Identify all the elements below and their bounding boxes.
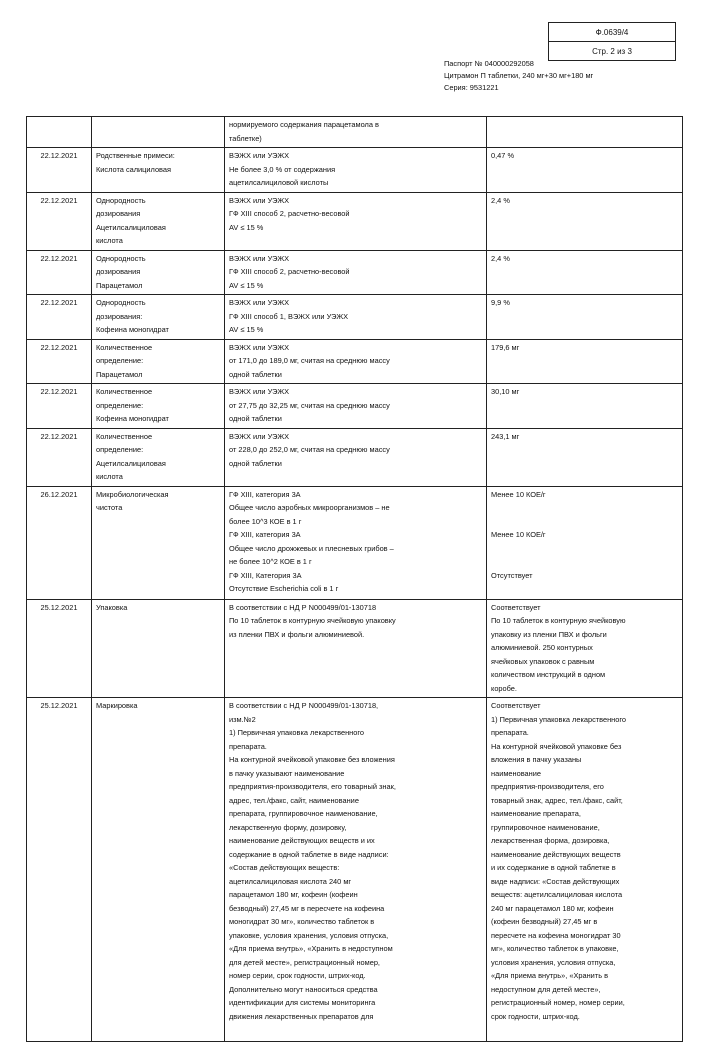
indicator-cell xyxy=(92,428,225,486)
text-line: По 10 таблеток в контурную ячейковую упаковку xyxy=(229,616,396,625)
document-meta xyxy=(444,58,593,94)
method-cell xyxy=(225,295,487,340)
text-line: дозирования xyxy=(96,267,141,276)
table-row xyxy=(27,599,683,698)
product-name: Цитрамон П таблетки, 240 мг+30 мг+180 мг xyxy=(444,71,594,80)
text-line: препарата. xyxy=(229,741,267,751)
text-line: из пленки ПВХ и фольги алюминиевой. xyxy=(229,629,365,639)
text-line: 240 мг парацетамол 180 мг, кофеин xyxy=(491,903,614,913)
text-line: мг», количество таблеток в упаковке, xyxy=(491,944,619,953)
text-line: кислота xyxy=(96,236,123,245)
text-line: чистота xyxy=(96,503,123,512)
text-line: Общее число дрожжевых и плесневых грибов – xyxy=(229,543,394,553)
text-line: Количественное xyxy=(96,431,153,441)
text-line: Менее 10 КОЕ/г xyxy=(491,489,546,499)
text-line: Кофеина моногидрат xyxy=(96,325,169,334)
text-line: веществ: ацетилсалициловая кислота xyxy=(491,890,623,899)
text-line: движения лекарственных препаратов для xyxy=(229,1011,374,1021)
method-cell xyxy=(225,192,487,250)
text-line: ВЭЖХ или УЭЖХ xyxy=(229,151,290,160)
result-cell xyxy=(487,250,683,295)
text-line: препарата, группировочное наименование, xyxy=(229,809,378,818)
text-line: упаковку из пленки ПВХ и фольги xyxy=(491,629,607,639)
text-line: ГФ XIII способ 2, расчетно-весовой xyxy=(229,267,350,276)
test-results-table xyxy=(26,116,683,1042)
date-cell: 25.12.2021 xyxy=(27,599,92,698)
result-cell xyxy=(487,599,683,698)
text-line: Однородность xyxy=(96,253,146,263)
indicator-cell xyxy=(92,486,225,599)
text-line: ГФ XIII, категория 3А xyxy=(229,530,301,539)
text-line: Менее 10 КОЕ/г xyxy=(491,530,546,539)
table-row xyxy=(27,250,683,295)
text-line: коробе. xyxy=(491,683,517,693)
text-line: На контурной ячейковой упаковке без xyxy=(491,741,622,751)
text-line: от 228,0 до 252,0 мг, считая на среднюю массу xyxy=(229,445,390,454)
text-line: дозирования: xyxy=(96,311,143,321)
result-cell xyxy=(487,339,683,384)
indicator-cell xyxy=(92,295,225,340)
text-line: определение: xyxy=(96,356,144,365)
date-cell: 22.12.2021 xyxy=(27,384,92,429)
text-line: ацетилсалициловой кислоты xyxy=(229,178,329,187)
text-line: определение: xyxy=(96,445,144,454)
date-cell: 22.12.2021 xyxy=(27,192,92,250)
text-line: Однородность xyxy=(96,195,146,205)
date-cell: 26.12.2021 xyxy=(27,486,92,599)
text-line: и их содержание в одной таблетке в xyxy=(491,863,616,872)
text-line: AV ≤ 15 % xyxy=(229,280,264,290)
text-line: Отсутствие Escherichia coli в 1 г xyxy=(229,584,339,593)
text-line: «Состав действующих веществ: xyxy=(229,863,340,872)
text-line: ВЭЖХ или УЭЖХ xyxy=(229,431,290,441)
indicator-cell xyxy=(92,698,225,1042)
text-line: Парацетамол xyxy=(96,369,143,379)
text-line: 0,47 % xyxy=(491,151,515,160)
date-cell: 22.12.2021 xyxy=(27,295,92,340)
method-cell xyxy=(225,117,487,148)
text-line: 179,6 мг xyxy=(491,342,520,352)
text-line: Микробиологическая xyxy=(96,489,169,499)
text-line: Кислота салициловая xyxy=(96,164,172,174)
method-cell xyxy=(225,339,487,384)
text-line: «Для приема внутрь», «Хранить в недоступном xyxy=(229,944,393,953)
text-line: 1) Первичная упаковка лекарственного xyxy=(229,728,365,737)
text-line: парацетамол 180 мг, кофеин (кофеин xyxy=(229,890,358,899)
text-line: моногидрат 30 мг», количество таблеток в xyxy=(229,917,375,926)
text-line: Количественное xyxy=(96,387,153,396)
text-line: виде надписи: «Состав действующих xyxy=(491,876,620,886)
text-line: наименование препарата, xyxy=(491,809,581,818)
method-cell xyxy=(225,428,487,486)
table-row xyxy=(27,428,683,486)
indicator-cell xyxy=(92,250,225,295)
text-line: алюминиевой. 250 контурных xyxy=(491,643,593,652)
date-cell: 22.12.2021 xyxy=(27,148,92,193)
text-line: 30,10 мг xyxy=(491,387,520,396)
text-line: На контурной ячейковой упаковке без вложения xyxy=(229,755,395,764)
table-row xyxy=(27,192,683,250)
text-line: регистрационный номер, номер серии, xyxy=(491,998,625,1007)
text-line: 2,4 % xyxy=(491,253,510,263)
indicator-cell xyxy=(92,384,225,429)
text-line: одной таблетки xyxy=(229,458,282,468)
text-line: Упаковка xyxy=(96,602,128,612)
indicator-cell xyxy=(92,117,225,148)
result-cell xyxy=(487,295,683,340)
method-cell xyxy=(225,486,487,599)
table-row xyxy=(27,339,683,384)
text-line: ВЭЖХ или УЭЖХ xyxy=(229,298,290,307)
text-line: ВЭЖХ или УЭЖХ xyxy=(229,387,290,396)
date-cell: 22.12.2021 xyxy=(27,428,92,486)
passport-number: Паспорт № 040000292058 xyxy=(444,59,534,68)
table-row xyxy=(27,295,683,340)
text-line: ВЭЖХ или УЭЖХ xyxy=(229,195,290,205)
text-line: ВЭЖХ или УЭЖХ xyxy=(229,253,290,263)
text-line: условия хранения, условия отпуска, xyxy=(491,957,616,967)
text-line: определение: xyxy=(96,400,144,410)
text-line: ГФ XIII, Категория 3А xyxy=(229,570,302,580)
method-cell xyxy=(225,384,487,429)
text-line: в пачку указывают наименование xyxy=(229,768,345,778)
text-line: «Для приема внутрь», «Хранить в xyxy=(491,971,609,980)
text-line: наименование действующих веществ xyxy=(491,849,621,859)
text-line: ячейковых упаковок с равным xyxy=(491,656,595,666)
method-cell xyxy=(225,599,487,698)
text-line: дозирования xyxy=(96,209,141,218)
result-cell xyxy=(487,428,683,486)
text-line: срок годности, штрих-код. xyxy=(491,1011,580,1021)
text-line: 243,1 мг xyxy=(491,431,520,441)
text-line: Ацетилсалициловая xyxy=(96,458,166,468)
text-line: лекарственную форму, дозировку, xyxy=(229,822,347,832)
text-line: Отсутствует xyxy=(491,570,533,580)
text-line: нормируемого содержания парацетамола в xyxy=(229,120,379,129)
text-line: наименование действующих веществ и их xyxy=(229,836,375,845)
result-cell xyxy=(487,384,683,429)
text-line: ГФ XIII, категория 3А xyxy=(229,489,301,499)
text-line: ГФ XIII способ 1, ВЭЖХ или УЭЖХ xyxy=(229,311,349,321)
text-line: В соответствии с НД Р N000499/01-130718, xyxy=(229,701,379,710)
text-line: Кофеина моногидрат xyxy=(96,414,169,423)
form-code-box xyxy=(548,22,676,61)
text-line: упаковке, условия хранения, условия отпуска, xyxy=(229,930,389,940)
method-cell xyxy=(225,148,487,193)
result-cell xyxy=(487,486,683,599)
text-line: 1) Первичная упаковка лекарственного xyxy=(491,714,627,724)
text-line: изм.№2 xyxy=(229,714,256,724)
text-line: номер серии, срок годности, штрих-код. xyxy=(229,971,366,980)
text-line: препарата. xyxy=(491,728,529,737)
text-line: адрес, тел./факс, сайт, наименование xyxy=(229,795,359,805)
indicator-cell xyxy=(92,192,225,250)
text-line: безводный) 27,45 мг в пересчете на кофеина xyxy=(229,903,385,913)
text-line: предприятия-производителя, его xyxy=(491,782,604,791)
text-line: По 10 таблеток в контурную ячейковую xyxy=(491,616,626,625)
text-line: Не более 3,0 % от содержания xyxy=(229,164,336,174)
text-line: не более 10^2 КОЕ в 1 г xyxy=(229,557,312,566)
text-line: кислота xyxy=(96,472,123,481)
result-cell xyxy=(487,192,683,250)
text-line: для детей месте», регистрационный номер, xyxy=(229,957,380,967)
text-line: товарный знак, адрес, тел./факс, сайт, xyxy=(491,795,623,805)
text-line: 2,4 % xyxy=(491,195,510,205)
result-cell xyxy=(487,148,683,193)
result-cell xyxy=(487,117,683,148)
text-line: Дополнительно могут наноситься средства xyxy=(229,984,378,994)
text-line: Маркировка xyxy=(96,701,138,710)
text-line: количеством инструкций в одном xyxy=(491,670,606,679)
text-line: Ацетилсалициловая xyxy=(96,222,166,232)
indicator-cell xyxy=(92,599,225,698)
text-line: 9,9 % xyxy=(491,298,510,307)
text-line: Однородность xyxy=(96,298,146,307)
table-row xyxy=(27,384,683,429)
table-row xyxy=(27,117,683,148)
text-line: пересчете на кофеина моногидрат 30 xyxy=(491,930,621,940)
text-line: группировочное наименование, xyxy=(491,822,600,832)
text-line: содержание в одной таблетке в виде надписи: xyxy=(229,849,389,859)
form-code: Ф.0639/4 xyxy=(549,23,676,42)
text-line: идентификации для системы мониторинга xyxy=(229,998,376,1007)
method-cell xyxy=(225,250,487,295)
text-line: наименование xyxy=(491,768,541,778)
table-row xyxy=(27,148,683,193)
text-line: Соответствует xyxy=(491,701,541,710)
text-line: В соответствии с НД Р N000499/01-130718 xyxy=(229,602,377,612)
indicator-cell xyxy=(92,339,225,384)
text-line: Парацетамол xyxy=(96,280,143,290)
text-line: таблетке) xyxy=(229,133,262,143)
text-line: более 10^3 КОЕ в 1 г xyxy=(229,516,302,526)
text-line: вложения в пачку указаны xyxy=(491,755,582,764)
indicator-cell xyxy=(92,148,225,193)
method-cell xyxy=(225,698,487,1042)
text-line: предприятия-производителя, его товарный знак, xyxy=(229,782,396,791)
text-line: одной таблетки xyxy=(229,369,282,379)
text-line: Родственные примеси: xyxy=(96,151,175,160)
text-line: лекарственная форма, дозировка, xyxy=(491,836,610,845)
text-line: (кофеин безводный) 27,45 мг в xyxy=(491,917,598,926)
series-number: Серия: 9531221 xyxy=(444,83,499,92)
text-line: недоступном для детей месте», xyxy=(491,984,601,994)
text-line: AV ≤ 15 % xyxy=(229,325,264,334)
date-cell: 22.12.2021 xyxy=(27,250,92,295)
text-line: Общее число аэробных микроорганизмов – не xyxy=(229,503,390,512)
text-line: ацетилсалициловая кислота 240 мг xyxy=(229,876,352,886)
result-cell xyxy=(487,698,683,1042)
text-line: Соответствует xyxy=(491,602,541,612)
text-line: ГФ XIII способ 2, расчетно-весовой xyxy=(229,209,350,218)
date-cell: 25.12.2021 xyxy=(27,698,92,1042)
date-cell: 22.12.2021 xyxy=(27,339,92,384)
page-number: Стр. 2 из 3 xyxy=(549,42,676,61)
text-line: от 27,75 до 32,25 мг, считая на среднюю массу xyxy=(229,400,390,410)
table-row xyxy=(27,486,683,599)
text-line: AV ≤ 15 % xyxy=(229,222,264,232)
text-line: одной таблетки xyxy=(229,414,282,423)
table-row xyxy=(27,698,683,1042)
date-cell xyxy=(27,117,92,148)
text-line: от 171,0 до 189,0 мг, считая на среднюю массу xyxy=(229,356,390,365)
text-line: Количественное xyxy=(96,342,153,352)
text-line: ВЭЖХ или УЭЖХ xyxy=(229,342,290,352)
